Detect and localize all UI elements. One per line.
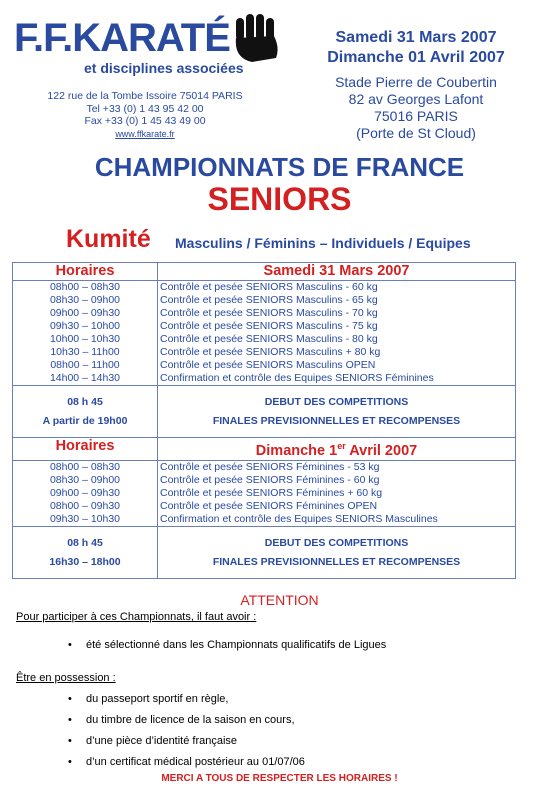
table-row [13,513,516,527]
table-row [13,307,516,320]
date-line-1: Samedi 31 Mars 2007 [335,29,497,46]
time-cell: 08h00 – 08h30 [13,460,158,474]
activity-cell: Contrôle et pesée SENIORS Masculins OPEN [160,359,376,371]
column-header-times: Horaires [13,438,158,461]
discipline-categories: Masculins / Féminins – Individuels / Equipes [175,235,471,251]
list-item: • du passeport sportif en règle, [68,693,229,705]
table-row [13,333,516,346]
discipline-title: Kumité [66,225,151,253]
table-row [13,487,516,500]
venue-line: 75016 PARIS [374,108,458,124]
day-title: Dimanche 1er Avril 2007 [158,438,516,461]
venue-line: Stade Pierre de Coubertin [335,74,497,90]
table-row [13,294,516,307]
list-item: • été sélectionné dans les Championnats qualificatifs de Ligues [68,639,387,651]
possession-title: Être en possession : [16,672,116,684]
event-dates [296,28,536,68]
activity-cell: Confirmation et contrôle des Equipes SENIORS Masculines [160,512,438,525]
event-row [13,526,516,552]
activity-cell: Confirmation et contrôle des Equipes SENIORS Féminines [160,372,434,384]
requirements-list [68,638,386,659]
requirements-title: Pour participer à ces Championnats, il faut avoir : [16,611,257,623]
bullet-icon: • [68,714,72,726]
table-row [13,281,516,295]
address-line: 122 rue de la Tombe Issoire 75014 PARIS [47,90,243,102]
event-row [13,552,516,578]
day-title: Samedi 31 Mars 2007 [158,263,516,281]
table-row [13,460,516,474]
time-cell: 09h00 – 09h30 [13,487,158,500]
bullet-icon: • [68,693,72,705]
table-row [13,474,516,487]
logo-wordmark: F.F.KARATÉ [14,16,230,60]
time-cell: 08h30 – 09h00 [13,294,158,307]
time-cell: 09h00 – 09h30 [13,307,158,320]
activity-cell: Contrôle et pesée SENIORS Féminines - 60 kg [160,473,380,486]
fax-line: Fax +33 (0) 1 45 43 49 00 [84,115,206,127]
venue-block [296,74,536,142]
logo-subtitle: et disciplines associées [84,60,244,76]
event-label: FINALES PREVISIONNELLES ET RECOMPENSES [212,414,461,427]
table-row [13,359,516,372]
activity-cell: Contrôle et pesée SENIORS Masculins - 80 kg [160,333,378,345]
event-time: 08 h 45 [13,526,158,552]
time-cell: 08h00 – 09h30 [13,500,158,513]
time-cell: 08h00 – 08h30 [13,281,158,295]
table-row [13,372,516,386]
time-cell: 09h30 – 10h30 [13,513,158,527]
time-cell: 08h00 – 11h00 [13,359,158,372]
event-label: FINALES PREVISIONNELLES ET RECOMPENSES [212,555,461,568]
activity-cell: Contrôle et pesée SENIORS Masculins + 80 kg [160,346,381,358]
list-item: • du timbre de licence de la saison en cours, [68,714,295,726]
activity-cell: Contrôle et pesée SENIORS Masculins - 75 kg [160,320,378,332]
federation-address [14,90,276,140]
page-subtitle: SENIORS [207,181,352,217]
date-line-2: Dimanche 01 Avril 2007 [327,49,505,66]
activity-cell: Contrôle et pesée SENIORS Masculins - 60 kg [160,281,378,293]
event-time: 08 h 45 [13,386,158,412]
table-header-row [13,263,516,281]
table-row [13,346,516,359]
table-header-row [13,438,516,461]
website-link[interactable]: www.ffkarate.fr [115,128,175,139]
time-cell: 10h00 – 10h30 [13,333,158,346]
time-cell: 14h00 – 14h30 [13,372,158,386]
bullet-icon: • [68,735,72,747]
activity-cell: Contrôle et pesée SENIORS Féminines + 60 kg [160,486,383,499]
event-label: DEBUT DES COMPETITIONS [158,526,516,552]
bullet-icon: • [68,756,72,768]
bullet-icon: • [68,639,72,651]
fist-icon [232,12,282,64]
activity-cell: Contrôle et pesée SENIORS Masculins - 70 kg [160,307,378,319]
page-title: CHAMPIONNATS DE FRANCE [94,152,465,182]
attention-heading: ATTENTION [240,592,319,608]
event-label: DEBUT DES COMPETITIONS [158,386,516,412]
activity-cell: Contrôle et pesée SENIORS Féminines - 53 kg [160,460,380,473]
phone-line: Tel +33 (0) 1 43 95 42 00 [86,102,204,115]
activity-cell: Contrôle et pesée SENIORS Féminines OPEN [160,499,378,512]
list-item: • d’une pièce d’identité française [68,735,238,747]
event-time: A partir de 19h00 [13,412,158,438]
table-row [13,320,516,333]
event-row [13,412,516,438]
activity-cell: Contrôle et pesée SENIORS Masculins - 65 kg [160,294,378,306]
event-row [13,386,516,412]
closing-note: MERCI A TOUS DE RESPECTER LES HORAIRES ! [161,773,398,784]
ffkarate-logo [14,12,276,80]
time-cell: 09h30 – 10h00 [13,320,158,333]
venue-line: 82 av Georges Lafont [348,91,484,107]
table-row [13,500,516,513]
list-item: • d’un certificat médical postérieur au 01/07/06 [68,756,305,768]
time-cell: 08h30 – 09h00 [13,474,158,487]
time-cell: 10h30 – 11h00 [13,346,158,359]
column-header-times: Horaires [13,263,158,281]
possession-list [68,692,305,776]
schedule-table [12,262,516,579]
event-time: 16h30 – 18h00 [13,552,158,578]
venue-line: (Porte de St Cloud) [356,125,476,141]
